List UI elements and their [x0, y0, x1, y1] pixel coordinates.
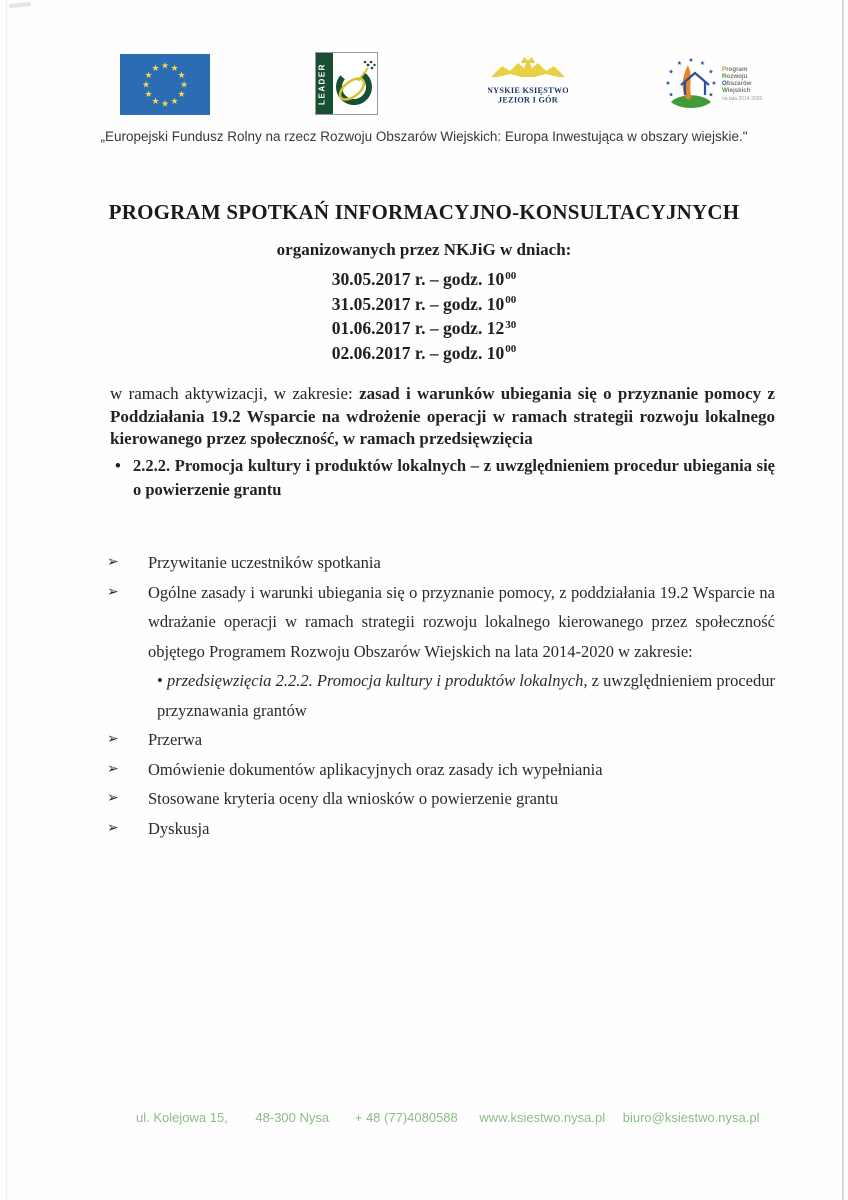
arrow-bullet-icon: ➢	[107, 790, 119, 806]
list-item: ➢ Przywitanie uczestników spotkania	[105, 548, 775, 578]
list-item: ➢ Omówienie dokumentów aplikacyjnych oraz zasady ich wypełniania	[105, 755, 775, 785]
meeting-date: 30.05.2017 r. – godz. $10^{00}$	[331, 269, 517, 289]
nyskie-logo-line1: NYSKIE KSIĘSTWO	[488, 86, 568, 95]
leader-icon	[315, 52, 378, 115]
leader-logo	[315, 52, 378, 120]
meeting-date: 02.06.2017 r. – godz. $10^{00}$	[331, 342, 517, 363]
arrow-bullet-icon: ➢	[107, 731, 119, 747]
svg-text:★: ★	[711, 80, 717, 87]
nyskie-ksiestwo-logo	[488, 56, 568, 111]
svg-text:★: ★	[170, 64, 179, 74]
eu-flag-logo	[120, 54, 210, 120]
agenda-list	[105, 548, 775, 843]
svg-text:★: ★	[665, 80, 671, 87]
svg-text:★: ★	[160, 99, 170, 110]
footer-phone: + 48 (77)4080588	[354, 1110, 458, 1125]
footer-website: www.ksiestwo.nysa.pl	[479, 1110, 606, 1125]
list-item: ➢ Ogólne zasady i warunki ubiegania się o przyznanie pomocy, z poddziałania 19.2 Wsparcie na wdrażanie operacji w ramach strategii rozwoju lokalnego kierowanego przez społeczność objętego Programem Rozwoju Obszarów Wiejskich na lata 2014-2020 w zakresie:	[105, 578, 775, 667]
svg-text:★: ★	[151, 97, 160, 107]
svg-text:★: ★	[688, 57, 694, 64]
svg-text:★: ★	[144, 71, 153, 81]
footer-city: 48-300 Nysa	[255, 1110, 330, 1125]
footer-email: biuro@ksiestwo.nysa.pl	[622, 1110, 760, 1125]
list-item: ➢ Przerwa	[105, 725, 775, 755]
bullet-222-text: 2.2.2. Promocja kultury i produktów lokalnych – z uwzględnieniem procedur ubiegania się o powierzenie grantu	[133, 456, 775, 499]
mountains-crown-icon	[488, 56, 568, 106]
sub-item-rest: z uwzględnieniem procedur przyznawania grantów	[157, 671, 775, 720]
arrow-bullet-icon: ➢	[107, 554, 119, 570]
page-subtitle: organizowanych przez NKJiG w dniach:	[276, 240, 572, 259]
footer-address: ul. Kolejowa 15,	[136, 1110, 228, 1125]
svg-text:★: ★	[699, 60, 706, 68]
svg-text:Program: Program	[722, 66, 748, 73]
intro-paragraph	[110, 383, 775, 451]
svg-text:★: ★	[668, 68, 674, 76]
svg-text:★: ★	[668, 91, 674, 99]
svg-text:★: ★	[708, 91, 714, 99]
intro-normal: w ramach aktywizacji, w zakresie:	[110, 384, 360, 403]
svg-text:Wiejskich: Wiejskich	[722, 87, 751, 94]
svg-text:★: ★	[179, 80, 189, 91]
meeting-dates	[15, 269, 833, 367]
arrow-bullet-icon: ➢	[107, 583, 119, 600]
prow-logo	[664, 57, 776, 122]
arrow-bullet-icon: ➢	[107, 819, 119, 836]
bullet-icon: •	[157, 671, 163, 690]
bullet-222	[113, 454, 775, 502]
intro-bold: zasad i warunków ubiegania się o przyznanie pomocy z Poddziałania 19.2 Wsparcie na wdrożenie operacji w ramach strategii rozwoju lokalnego kierowanego przez społeczność, w ramach przedsięwzięcia	[110, 384, 775, 448]
svg-text:★: ★	[160, 61, 170, 72]
meeting-date: 01.06.2017 r. – godz. $12^{30}$	[331, 318, 517, 338]
eu-flag-icon	[120, 54, 210, 115]
nyskie-logo-line2: JEZIOR I GÓR	[497, 95, 559, 105]
svg-text:★: ★	[676, 60, 683, 68]
svg-text:★: ★	[170, 97, 179, 107]
svg-text:★: ★	[141, 80, 151, 91]
svg-text:★: ★	[177, 71, 186, 81]
prow-emblem-icon	[664, 57, 776, 117]
svg-text:★: ★	[177, 90, 186, 100]
funding-caption: „Europejski Fundusz Rolny na rzecz Rozwoju Obszarów Wiejskich: Europa Inwestująca w obszary wiejskie."	[100, 129, 748, 144]
svg-text:★: ★	[151, 64, 160, 74]
list-item: ➢ Stosowane kryteria oceny dla wniosków o powierzenie grantu	[105, 784, 775, 814]
scan-edge-left	[6, 0, 7, 1200]
meeting-date: 31.05.2017 r. – godz. $10^{00}$	[331, 293, 517, 314]
sub-list-item	[157, 666, 775, 725]
scan-edge-right	[842, 0, 844, 1200]
svg-text:Obszarów: Obszarów	[722, 80, 752, 87]
svg-text:★: ★	[144, 90, 153, 100]
prow-years: na lata 2014-2020	[722, 96, 763, 102]
page-title: PROGRAM SPOTKAŃ INFORMACYJNO-KONSULTACYJNYCH	[108, 200, 740, 224]
leader-logo-text: LEADER	[317, 63, 327, 105]
svg-text:★: ★	[708, 68, 714, 76]
footer-contact	[136, 1110, 760, 1125]
svg-text:Rozwoju: Rozwoju	[722, 73, 748, 80]
list-item: ➢ Dyskusja	[105, 814, 775, 844]
scan-artifact	[9, 2, 31, 8]
sub-item-italic: przedsięwzięcia 2.2.2. Promocja kultury i produktów lokalnych,	[166, 671, 588, 690]
bullet-icon: •	[115, 456, 121, 475]
arrow-bullet-icon: ➢	[107, 760, 119, 777]
